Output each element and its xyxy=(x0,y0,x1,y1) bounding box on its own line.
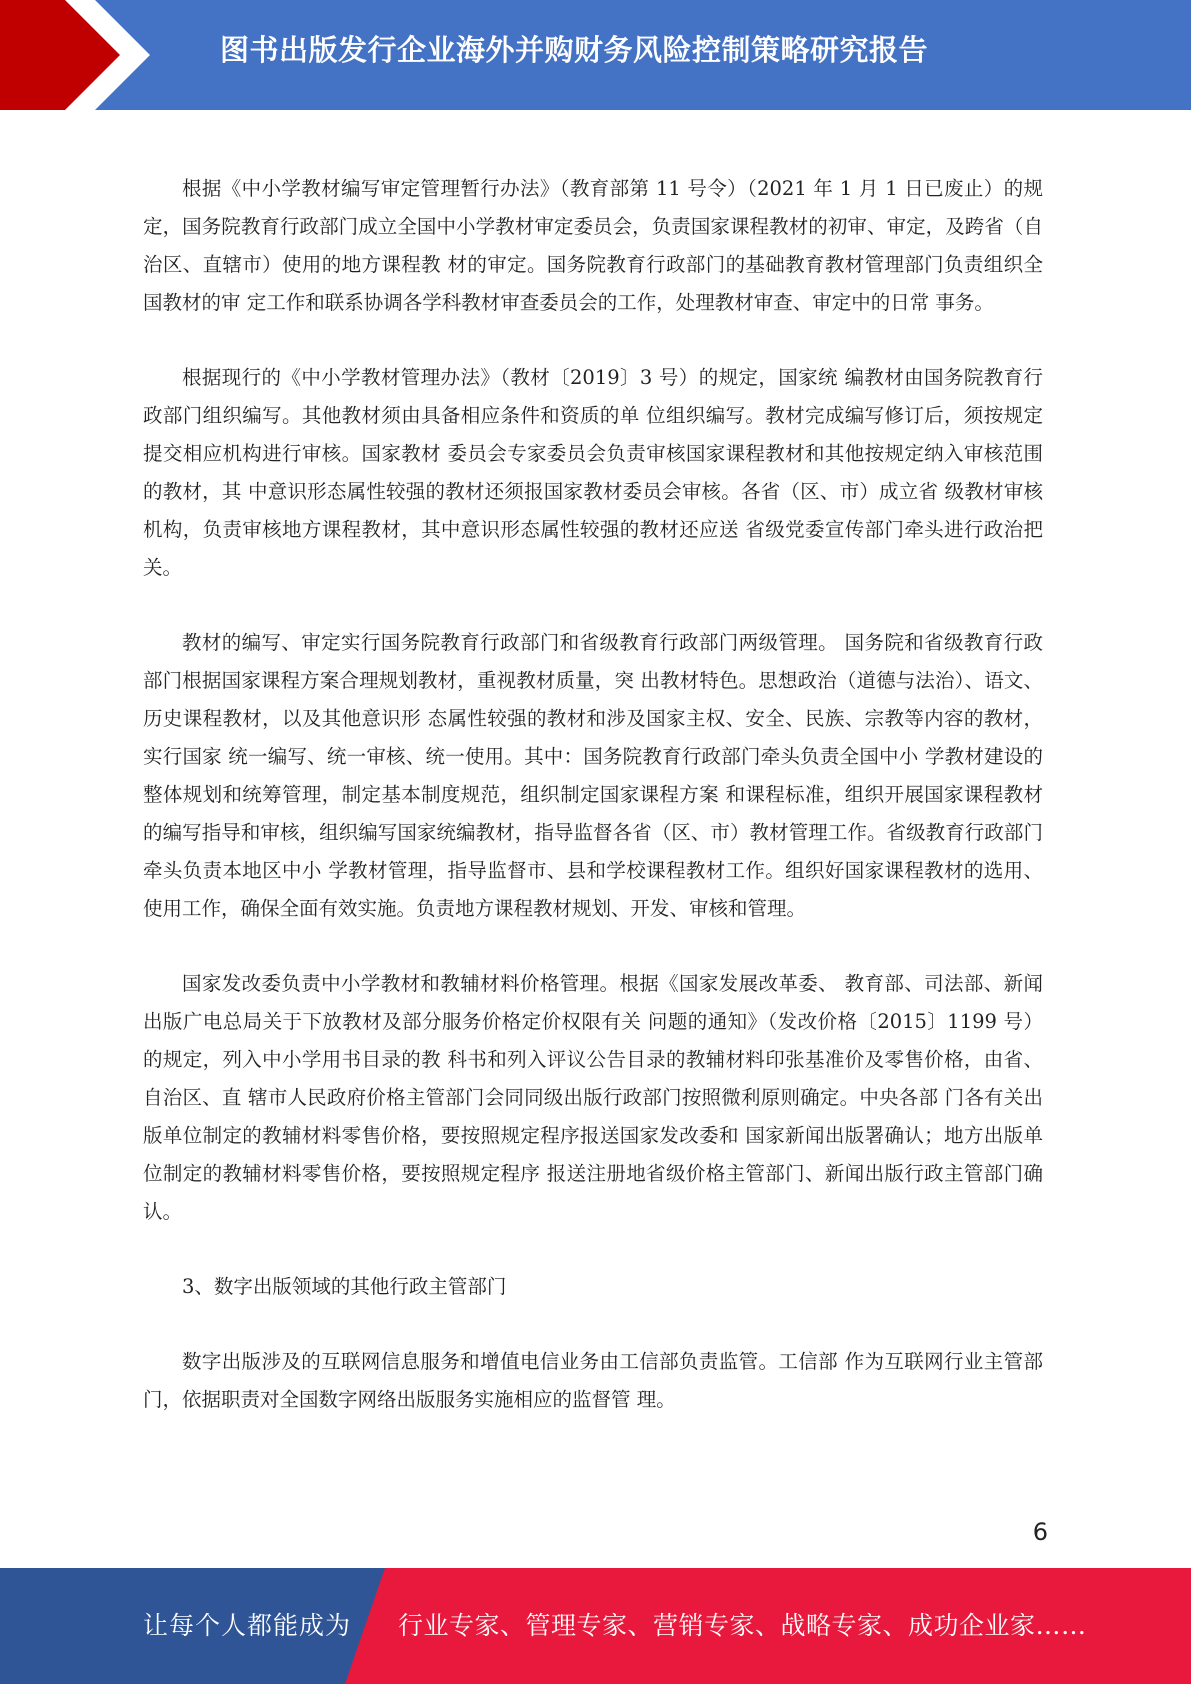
header-title: 图书出版发行企业海外并购财务风险控制策略研究报告 xyxy=(220,33,929,67)
footer-slogan-right: 行业专家、管理专家、营销专家、战略专家、成功企业家…… xyxy=(398,1611,1087,1640)
section-heading: 3、数字出版领域的其他行政主管部门 xyxy=(182,1275,507,1298)
page-header xyxy=(0,0,1191,110)
paragraph-3: 教材的编写、审定实行国务院教育行政部门和省级教育行政部门两级管理。 国务院和省级教育行政部门根据国家课程方案合理规划教材，重视教材质量，突 出教材特色。思想政治（道德与法治）、语文、历史课程教材，以及其他意识形 态属性较强的教材和涉及国家主权、安全、民族、宗教等内容的教材，实行国家 统一编写、统一审核、统一使用。其中：国务院教育行政部门牵头负责全国中小 学教材建设的整体规划和统筹管理，制定基本制度规范，组织制定国家课程方案 和课程标准，组织开展国家课程教材的编写指导和审核，组织编写国家统编教材，指导监督各省（区、市）教材管理工作。省级教育行政部门牵头负责本地区中小 学教材管理，指导监督市、县和学校课程教材工作。组织好国家课程教材的选用、 使用工作，确保全面有效实施。负责地方课程教材规划、开发、审核和管理。 xyxy=(143,631,1043,920)
footer-slogan-left: 让每个人都能成为 xyxy=(143,1611,352,1640)
paragraph-2: 根据现行的《中小学教材管理办法》（教材〔2019〕3 号）的规定，国家统 编教材由国务院教育行政部门组织编写。其他教材须由具备相应条件和资质的单 位组织编写。教材完成编写修订后，须按规定提交相应机构进行审核。国家教材 委员会专家委员会负责审核国家课程教材和其他按规定纳入审核范围的教材，其 中意识形态属性较强的教材还须报国家教材委员会审核。各省（区、市）成立省 级教材审核机构，负责审核地方课程教材，其中意识形态属性较强的教材还应送 省级党委宣传部门牵头进行政治把关。 xyxy=(143,366,1043,579)
paragraph-4: 国家发改委负责中小学教材和教辅材料价格管理。根据《国家发展改革委、 教育部、司法部、新闻出版广电总局关于下放教材及部分服务价格定价权限有关 问题的通知》（发改价格〔2015〕1199 号）的规定，列入中小学用书目录的教 科书和列入评议公告目录的教辅材料印张基准价及零售价格，由省、自治区、直 辖市人民政府价格主管部门会同同级出版行政部门按照微利原则确定。中央各部 门各有关出版单位制定的教辅材料零售价格，要按照规定程序报送国家发改委和 国家新闻出版署确认；地方出版单位制定的教辅材料零售价格，要按照规定程序 报送注册地省级价格主管部门、新闻出版行政主管部门确认。 xyxy=(143,972,1043,1223)
page-footer xyxy=(0,1568,1191,1684)
paragraph-1: 根据《中小学教材编写审定管理暂行办法》（教育部第 11 号令）（2021 年 1 月 1 日已废止）的规定，国务院教育行政部门成立全国中小学教材审定委员会，负责国家课程教材的初审、审定，及跨省（自治区、直辖市）使用的地方课程教 材的审定。国务院教育行政部门的基础教育教材管理部门负责组织全国教材的审 定工作和联系协调各学科教材审查委员会的工作，处理教材审查、审定中的日常 事务。 xyxy=(143,177,1043,314)
paragraph-5: 数字出版涉及的互联网信息服务和增值电信业务由工信部负责监管。工信部 作为互联网行业主管部门，依据职责对全国数字网络出版服务实施相应的监督管 理。 xyxy=(143,1350,1043,1411)
main-content xyxy=(143,170,1043,1456)
header-arrow-decoration xyxy=(0,0,180,110)
page-number: 6 xyxy=(1032,1518,1048,1546)
